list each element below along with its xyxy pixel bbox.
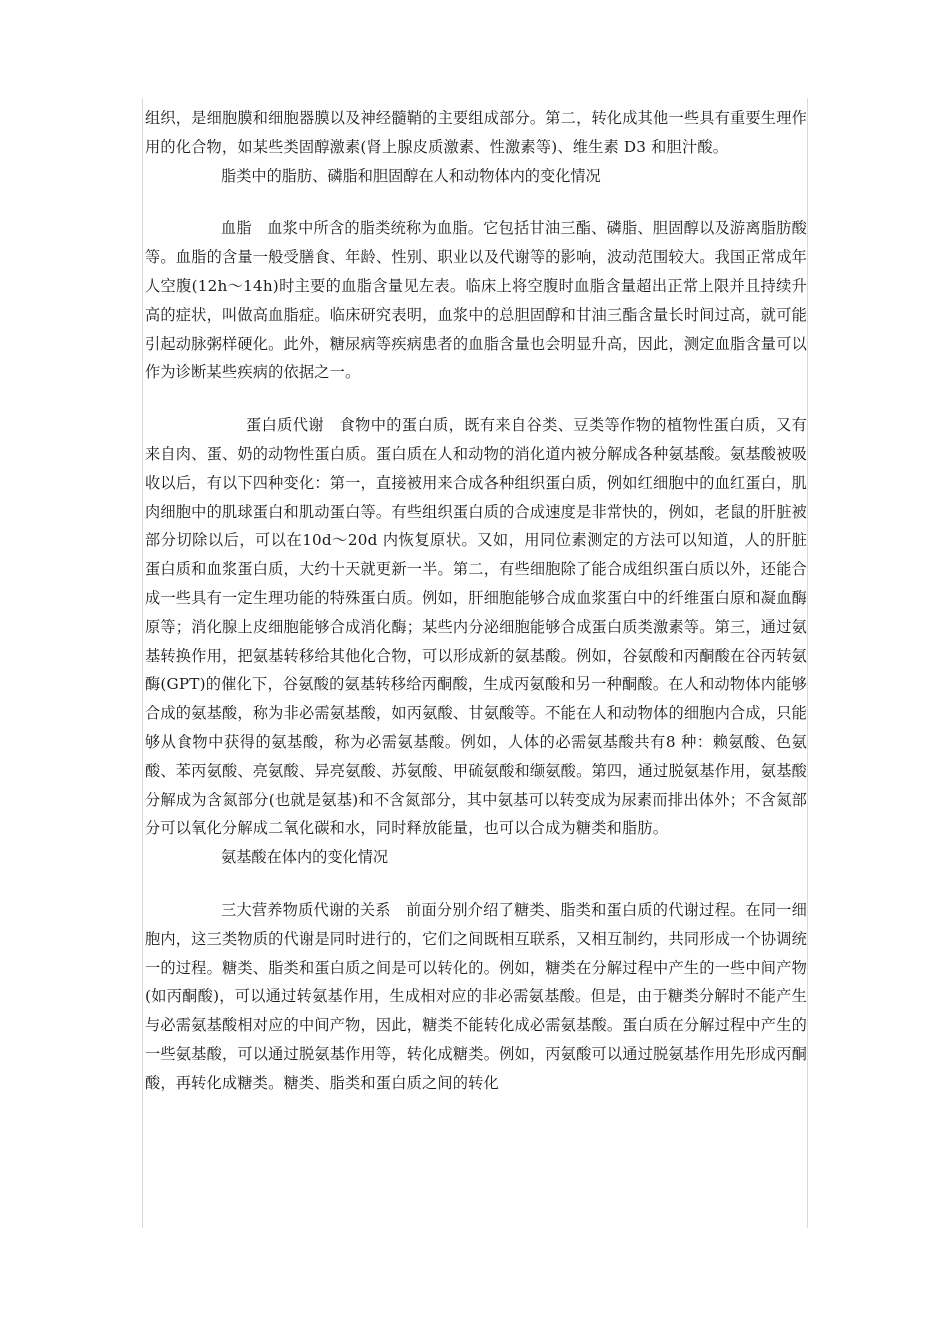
caption-lipid-changes: 脂类中的脂肪、磷脂和胆固醇在人和动物体内的变化情况 [221,166,601,185]
paragraph-blood-lipids: 血脂 血浆中所含的脂类统称为血脂。它包括甘油三酯、磷脂、胆固醇以及游离脂肪酸等。血脂的含量一般受膳食、年龄、性别、职业以及代谢等的影响，波动范围较大。我国正常成年人空腹(12h～14h)时主要的血脂含量见左表。临床上将空腹时血脂含量超出正常上限并且持续升高的症状，叫做高血脂症。临床研究表明，血浆中的总胆固醇和甘油三酯含量长时间过高，就可能引起动脉粥样硬化。此外，糖尿病等疾病患者的血脂含量也会明显升高，因此，测定血脂含量可以作为诊断某些疾病的依据之一。 [145,219,807,382]
paragraph-nutrient-relations: 三大营养物质代谢的关系 前面分别介绍了糖类、脂类和蛋白质的代谢过程。在同一细胞内，这三类物质的代谢是同时进行的，它们之间既相互联系，又相互制约，共同形成一个协调统一的过程。糖类、脂类和蛋白质之间是可以转化的。例如，糖类在分解过程中产生的一些中间产物(如丙酮酸)，可以通过转氨基作用，生成相对应的非必需氨基酸。但是，由于糖类分解时不能产生与必需氨基酸相对应的中间产物，因此，糖类不能转化成必需氨基酸。蛋白质在分解过程中产生的一些氨基酸，可以通过脱氨基作用等，转化成糖类。例如，丙氨酸可以通过脱氨基作用先形成丙酮酸，再转化成糖类。糖类、脂类和蛋白质之间的转化 [145,900,807,1092]
paragraph-protein-metabolism: 蛋白质代谢 食物中的蛋白质，既有来自谷类、豆类等作物的植物性蛋白质，又有来自肉、蛋、奶的动物性蛋白质。蛋白质在人和动物的消化道内被分解成各种氨基酸。氨基酸被吸收以后，有以下四种变化：第一，直接被用来合成各种组织蛋白质，例如红细胞中的血红蛋白，肌肉细胞中的肌球蛋白和肌动蛋白等。有些组织蛋白质的合成速度是非常快的，例如，老鼠的肝脏被部分切除以后，可以在10d～20d 内恢复原状。又如，用同位素测定的方法可以知道，人的肝脏蛋白质和血浆蛋白质，大约十天就更新一半。第二，有些细胞除了能合成组织蛋白质以外，还能合成一些具有一定生理功能的特殊蛋白质。例如，肝细胞能够合成血浆蛋白中的纤维蛋白原和凝血酶原等；消化腺上皮细胞能够合成消化酶；某些内分泌细胞能够合成蛋白质类激素等。第三，通过氨基转换作用，把氨基转移给其他化合物，可以形成新的氨基酸。例如，谷氨酸和丙酮酸在谷丙转氨酶(GPT)的催化下，谷氨酸的氨基转移给丙酮酸，生成丙氨酸和另一种酮酸。在人和动物体内能够合成的氨基酸，称为非必需氨基酸，如丙氨酸、甘氨酸等。不能在人和动物体的细胞内合成，只能够从食物中获得的氨基酸，称为必需氨基酸。例如，人体的必需氨基酸共有8 种：赖氨酸、色氨酸、苯丙氨酸、亮氨酸、异亮氨酸、苏氨酸、甲硫氨酸和缬氨酸。第四，通过脱氨基作用，氨基酸分解成为含氮部分(也就是氨基)和不含氮部分，其中氨基可以转变成为尿素而排出体外；不含氮部分可以氧化分解成二氧化碳和水，同时释放能量，也可以合成为糖类和脂肪。 [145,416,807,838]
document-body [145,104,807,1098]
paragraph-lipid-functions: 组织，是细胞膜和细胞器膜以及神经髓鞘的主要组成部分。第二，转化成其他一些具有重要生理作用的化合物，如某些类固醇激素(肾上腺皮质激素、性激素等)、维生素 D3 和胆汁酸。 [145,109,807,156]
caption-amino-acid-changes: 氨基酸在体内的变化情况 [221,848,389,867]
